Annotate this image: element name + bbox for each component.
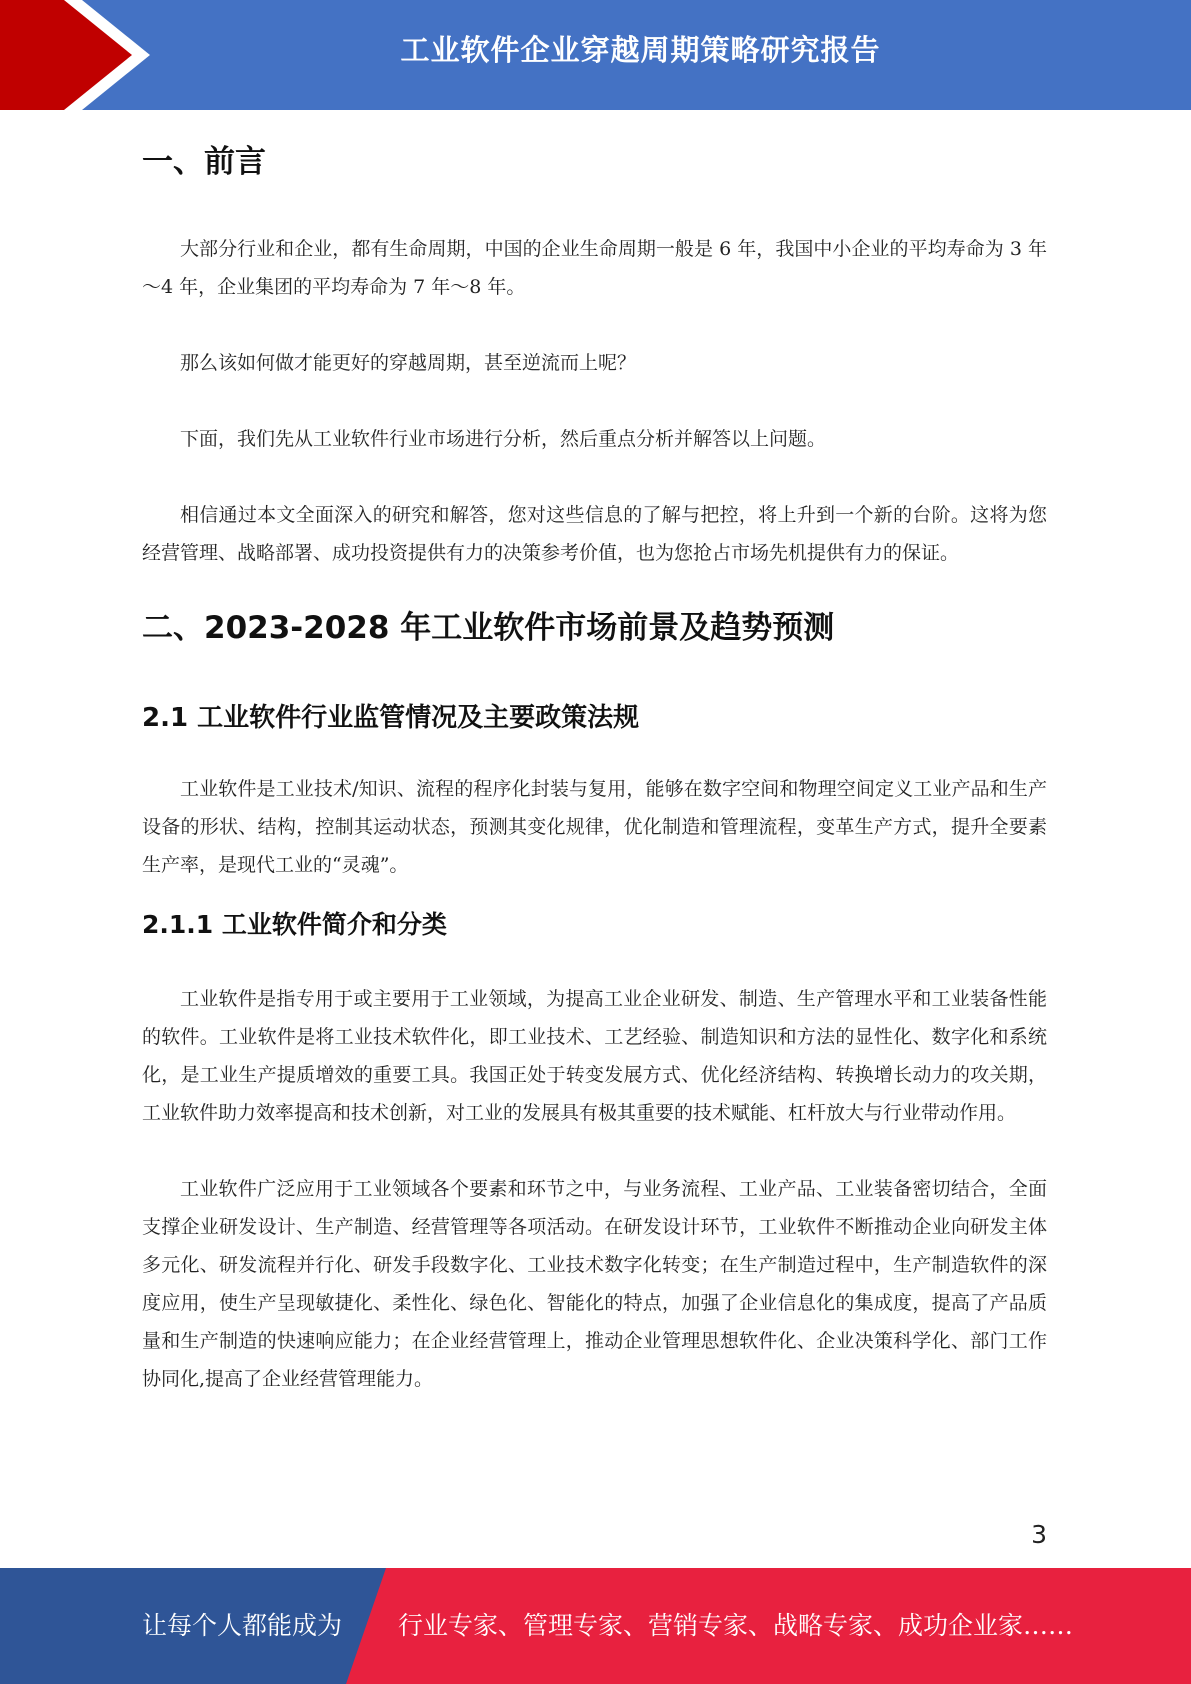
preface-paragraph-4: 相信通过本文全面深入的研究和解答，您对这些信息的了解与把控，将上升到一个新的台阶。这将为您经营管理、战略部署、成功投资提供有力的决策参考价值，也为您抢占市场先机提供有力的保证。 [142,504,1047,564]
regulation-paragraph-1: 工业软件是工业技术/知识、流程的程序化封装与复用，能够在数字空间和物理空间定义工业产品和生产设备的形状、结构，控制其运动状态，预测其变化规律，优化制造和管理流程，变革生产方式，提升全要素生产率，是现代工业的“灵魂”。 [142,778,1047,876]
intro-paragraph-1: 工业软件是指专用于或主要用于工业领域，为提高工业企业研发、制造、生产管理水平和工业装备性能的软件。工业软件是将工业技术软件化，即工业技术、工艺经验、制造知识和方法的显性化、数字化和系统化，是工业生产提质增效的重要工具。我国正处于转变发展方式、优化经济结构、转换增长动力的攻关期，工业软件助力效率提高和技术创新，对工业的发展具有极其重要的技术赋能、杠杆放大与行业带动作用。 [142,988,1047,1124]
preface-paragraph-3: 下面，我们先从工业软件行业市场进行分析，然后重点分析并解答以上问题。 [180,428,827,450]
footer-slogan-left: 让每个人都能成为 [142,1611,343,1640]
section-title-intro: 2.1.1 工业软件简介和分类 [142,910,447,939]
footer-slogan-right: 行业专家、管理专家、营销专家、战略专家、成功企业家…… [398,1611,1074,1640]
intro-paragraph-2: 工业软件广泛应用于工业领域各个要素和环节之中，与业务流程、工业产品、工业装备密切结合，全面支撑企业研发设计、生产制造、经营管理等各项活动。在研发设计环节，工业软件不断推动企业向研发主体多元化、研发流程并行化、研发手段数字化、工业技术数字化转变；在生产制造过程中，生产制造软件的深度应用，使生产呈现敏捷化、柔性化、绿色化、智能化的特点，加强了企业信息化的集成度，提高了产品质量和生产制造的快速响应能力；在企业经营管理上，推动企业管理思想软件化、企业决策科学化、部门工作协同化,提高了企业经营管理能力。 [142,1178,1047,1390]
section-title-regulation: 2.1 工业软件行业监管情况及主要政策法规 [142,703,640,733]
page-number: 3 [1031,1520,1047,1549]
section-title-preface: 一、前言 [142,144,266,180]
preface-paragraph-2: 那么该如何做才能更好的穿越周期，甚至逆流而上呢？ [180,352,637,374]
document-body [142,132,1047,1398]
section-title-forecast: 二、2023-2028 年工业软件市场前景及趋势预测 [142,610,835,646]
page-footer [0,1568,1191,1684]
preface-paragraph-1: 大部分行业和企业，都有生命周期，中国的企业生命周期一般是 6 年，我国中小企业的平均寿命为 3 年～4 年，企业集团的平均寿命为 7 年～8 年。 [142,238,1047,298]
header-title: 工业软件企业穿越周期策略研究报告 [400,33,881,67]
page-header [0,0,1191,110]
